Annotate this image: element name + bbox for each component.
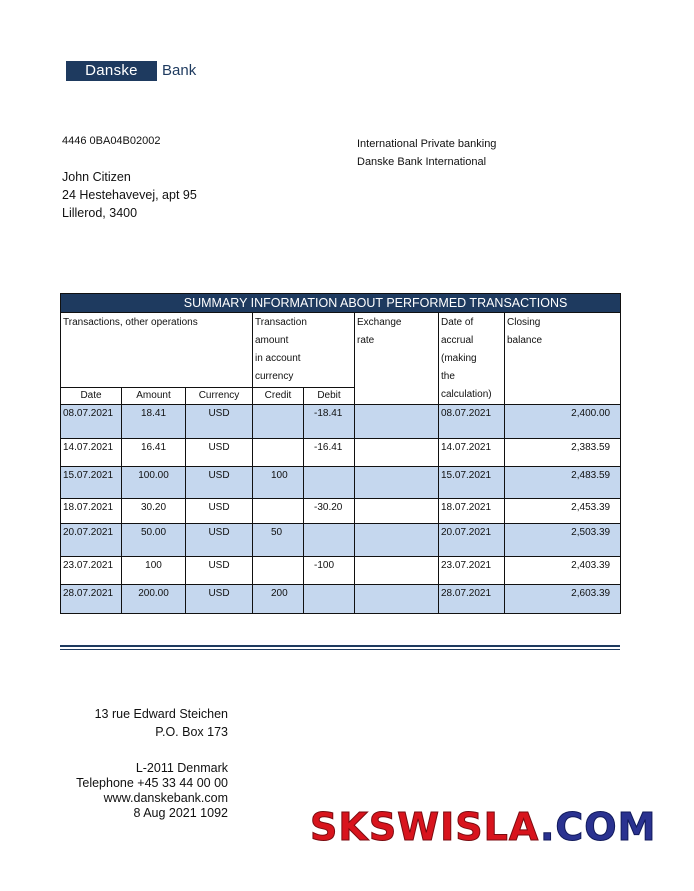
col-header-debit: Debit <box>304 387 355 404</box>
customer-name: John Citizen <box>62 170 131 184</box>
table-title: SUMMARY INFORMATION ABOUT PERFORMED TRANSACTIONS <box>61 294 621 313</box>
table-row: 15.07.2021 100.00 USD 100 15.07.2021 2,483.59 <box>61 467 621 499</box>
header-exchange-rate: Exchange rate <box>355 313 439 405</box>
footer-postal: L-2011 Denmark <box>135 761 228 775</box>
bank-line-1: International Private banking <box>357 138 497 150</box>
footer-website: www.danskebank.com <box>103 791 228 805</box>
footer-contact <box>40 761 228 821</box>
table-row: 08.07.2021 18.41 USD -18.41 08.07.2021 2,400.00 <box>61 405 621 439</box>
footer-po-box: P.O. Box 173 <box>155 725 228 739</box>
footer-date-ref: 8 Aug 2021 1092 <box>133 806 228 820</box>
footer-divider-thin <box>60 649 620 650</box>
footer-telephone: Telephone +45 33 44 00 00 <box>76 776 228 790</box>
transactions-table <box>60 293 621 614</box>
danske-logo-bank: Bank <box>162 62 197 79</box>
table-group-header-row <box>61 313 621 388</box>
header-closing-balance: Closing balance <box>505 313 621 405</box>
account-number: 4446 0BA04B02002 <box>62 135 161 147</box>
col-header-credit: Credit <box>253 387 304 404</box>
header-transaction-amount: Transaction amount in account currency <box>253 313 355 388</box>
footer-street: 13 rue Edward Steichen <box>94 707 228 721</box>
watermark-domain: .COM <box>539 805 657 849</box>
customer-street: 24 Hestehavevej, apt 95 <box>62 188 197 202</box>
watermark-name: SKSWISLA <box>310 805 540 849</box>
col-header-date: Date <box>61 387 122 404</box>
customer-city: Lillerod, 3400 <box>62 206 138 220</box>
table-row: 18.07.2021 30.20 USD -30.20 18.07.2021 2,453.39 <box>61 499 621 524</box>
bank-line-2: Danske Bank International <box>357 156 487 168</box>
customer-address <box>62 168 197 222</box>
danske-logo: Danske <box>66 61 157 81</box>
table-row: 20.07.2021 50.00 USD 50 20.07.2021 2,503.39 <box>61 524 621 557</box>
footer-divider-thick <box>60 645 620 647</box>
bank-address-block <box>357 135 496 171</box>
watermark <box>310 804 656 850</box>
col-header-currency: Currency <box>186 387 253 404</box>
col-header-amount: Amount <box>122 387 186 404</box>
table-row: 23.07.2021 100 USD -100 23.07.2021 2,403.39 <box>61 557 621 585</box>
footer-address <box>40 705 228 741</box>
table-row: 28.07.2021 200.00 USD 200 28.07.2021 2,603.39 <box>61 585 621 614</box>
header-date-of-accrual: Date of accrual (making the calculation) <box>439 313 505 405</box>
header-transactions: Transactions, other operations <box>61 313 253 388</box>
table-row: 14.07.2021 16.41 USD -16.41 14.07.2021 2,383.59 <box>61 439 621 467</box>
